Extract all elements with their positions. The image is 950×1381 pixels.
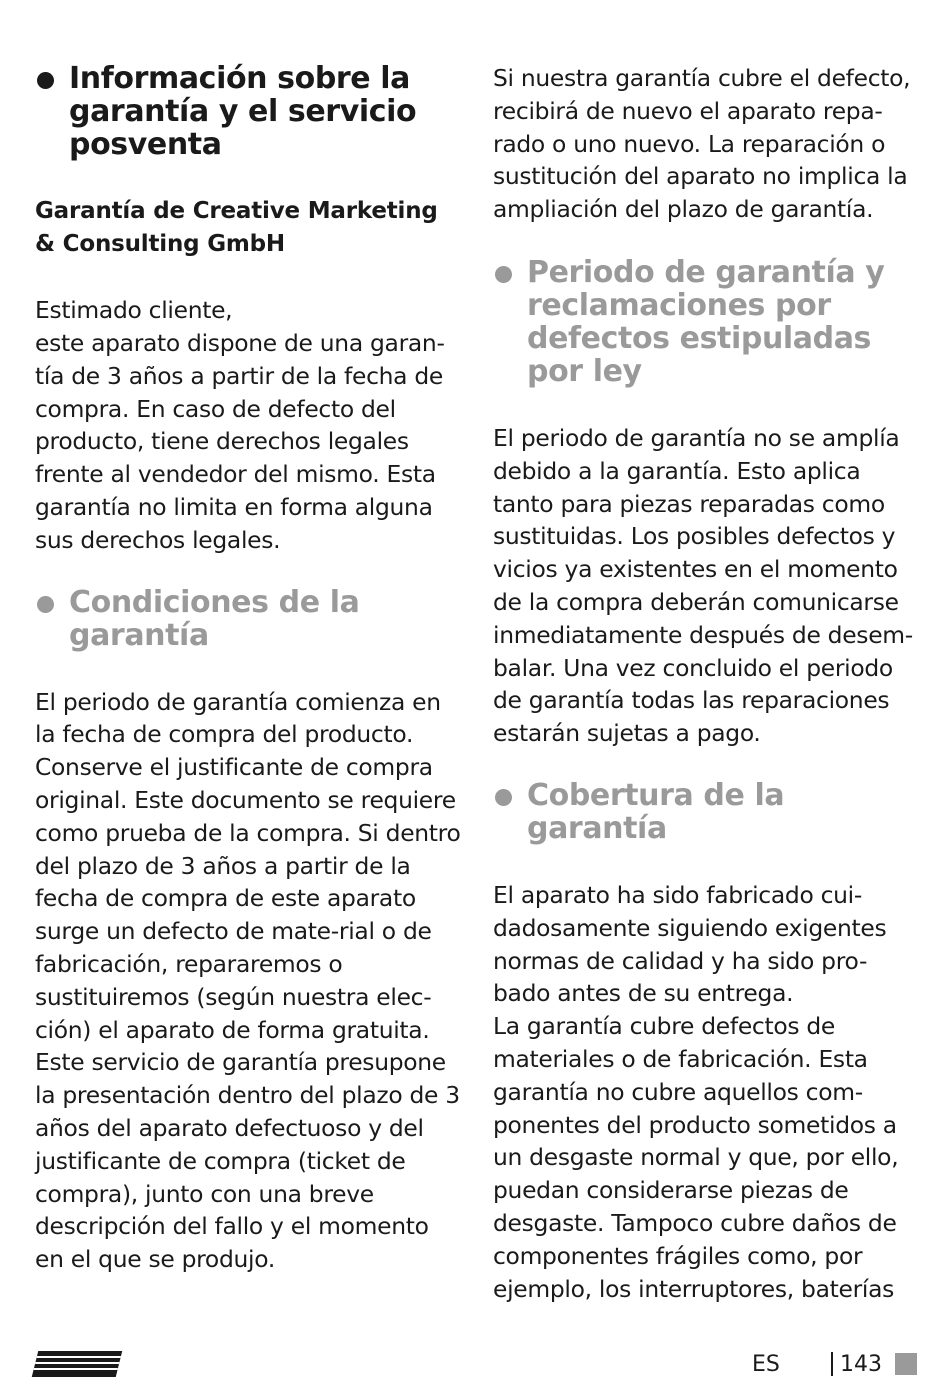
coverage-heading <box>493 779 921 845</box>
conditions-heading <box>35 586 463 652</box>
page-marker-square <box>895 1353 917 1375</box>
page-number: 143 <box>840 1352 882 1377</box>
continuation-paragraph: Si nuestra garantía cubre el defecto, recibirá de nuevo el aparato repa-rado o uno nuevo. La reparación o sustitución del aparato no implica la ampliación del plazo de garantía. <box>493 64 911 224</box>
bullet-icon <box>495 266 512 283</box>
language-code: ES <box>752 1352 780 1377</box>
intro-paragraph: Estimado cliente, este aparato dispone de una garan-tía de 3 años a partir de la fecha de compra. En caso de defecto del producto, tiene derechos legales frente al vendedor del mismo. Esta garantía no limita en forma alguna sus derechos legales. <box>35 296 445 554</box>
main-heading <box>35 62 463 161</box>
coverage-heading-text: Cobertura de la garantía <box>527 777 785 846</box>
bullet-icon <box>495 789 512 806</box>
company-subheading: Garantía de Creative Marketing & Consulting GmbH <box>35 198 438 257</box>
brand-logo <box>32 1351 122 1377</box>
left-column <box>35 58 463 1276</box>
period-heading <box>493 256 921 388</box>
conditions-paragraph: El periodo de garantía comienza en la fecha de compra del producto. Conserve el justificante de compra original. Este documento se requiere como prueba de la compra. Si dentro del plazo de 3 años a partir de la fecha de compra de este aparato surge un defecto de mate-rial o de fabricación, repararemos o sustituiremos (según nuestra elec-ción) el aparato de forma gratuita. Este servicio de garantía presupone la presentación dentro del plazo de 3 años del aparato defectuoso y del justificante de compra (ticket de compra), junto con una breve descripción del fallo y el momento en el que se produjo. <box>35 687 461 1274</box>
bullet-icon <box>37 72 54 89</box>
right-column <box>493 58 921 1305</box>
conditions-heading-text: Condiciones de la garantía <box>69 584 360 653</box>
bullet-icon <box>37 596 54 613</box>
main-heading-text: Información sobre la garantía y el servicio posventa <box>69 61 417 162</box>
period-paragraph: El periodo de garantía no se amplía debido a la garantía. Esto aplica tanto para piezas reparadas como sustituidas. Los posibles defectos y vicios ya existentes en el momento de la compra deberán comunicarse inmediatamente después de desem-balar. Una vez concluido el periodo de garantía todas las reparaciones estarán sujetas a pago. <box>493 423 913 748</box>
footer-divider <box>831 1352 833 1376</box>
coverage-paragraph: El aparato ha sido fabricado cui-dadosamente siguiendo exigentes normas de calidad y ha sido pro-bado antes de su entrega. La garantía cubre defectos de materiales o de fabricación. Esta garantía no cubre aquellos com-ponentes del producto sometidos a un desgaste normal y que, por ello, puedan considerarse piezas de desgaste. Tampoco cubre daños de componentes frágiles como, por ejemplo, los interruptores, baterías <box>493 880 899 1303</box>
period-heading-text: Periodo de garantía y reclamaciones por defectos estipuladas por ley <box>527 254 885 389</box>
